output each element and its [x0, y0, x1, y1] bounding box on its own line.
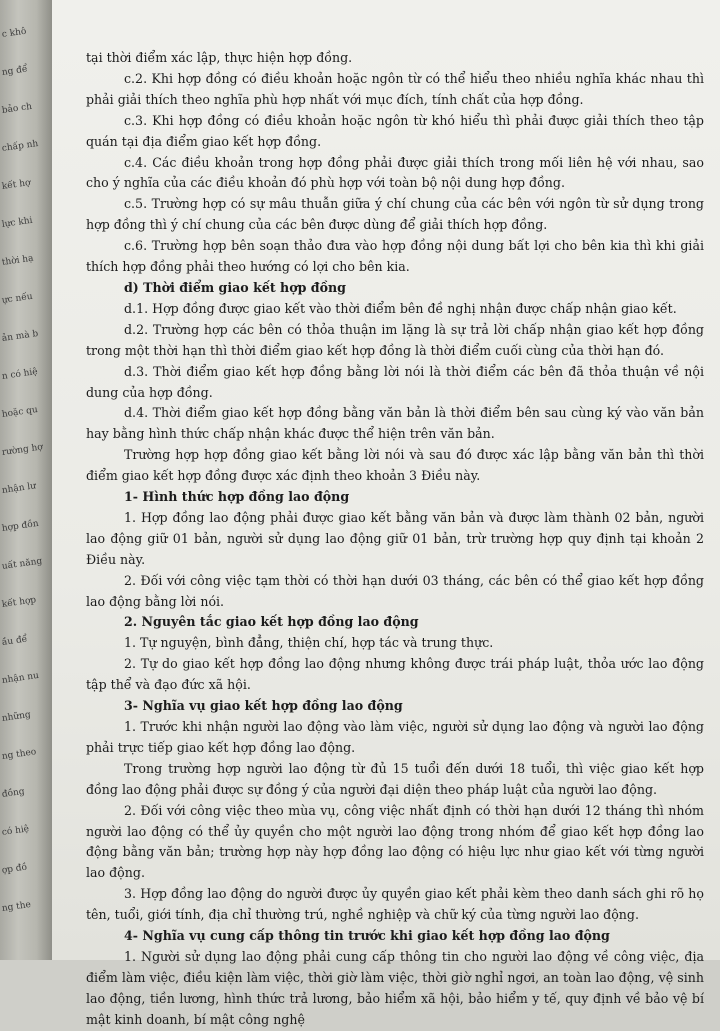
paragraph: tại thời điểm xác lập, thực hiện hợp đồng. — [86, 50, 353, 65]
spine-text-fragment: có hiệ — [1, 824, 30, 838]
paragraph: d.2. Trường hợp các bên có thỏa thuận im lặng là sự trả lời chấp nhận giao kết hợp đồng trong một thời hạn thì thời điểm giao kết hợp đồng là thời điểm cuối cùng của thời hạn đó. — [86, 321, 704, 358]
spine-text-fragment: đồng — [1, 786, 26, 800]
spine-text-fragment: chấp nh — [1, 138, 39, 154]
spine-text-fragment: lực khi — [1, 215, 34, 230]
paragraph: 2. Tự do giao kết hợp đồng lao động nhưng không được trái pháp luật, thỏa ước lao động tập thể và đạo đức xã hội. — [86, 656, 704, 693]
spine-text-fragment: ực nếu — [1, 291, 34, 306]
section-heading: 3- Nghĩa vụ giao kết hợp đồng lao động — [124, 698, 403, 714]
paragraph: 2. Đối với công việc tạm thời có thời hạn dưới 03 tháng, các bên có thể giao kết hợp đồng lao động bằng lời nói. — [86, 572, 704, 609]
paragraph: c.6. Trường hợp bên soạn thảo đưa vào hợp đồng nội dung bất lợi cho bên kia thì khi giải thích hợp đồng phải theo hướng có lợi cho bên kia. — [86, 238, 704, 275]
section-heading: d) Thời điểm giao kết hợp đồng — [124, 279, 346, 295]
paragraph: c.3. Khi hợp đồng có điều khoản hoặc ngôn từ khó hiểu thì phải được giải thích theo tập quán tại địa điểm giao kết hợp đồng. — [86, 112, 704, 149]
spine-text-fragment: ng the — [1, 899, 32, 914]
spine-text-fragment: nhận nu — [1, 670, 40, 686]
spine-text-fragment: ng theo — [1, 747, 37, 762]
spine-text-fragment: hợp đồn — [1, 518, 40, 534]
spine-text-fragment: hoặc qu — [1, 405, 39, 420]
spine-text-fragment: ng để — [1, 64, 29, 78]
spine-text-fragment: kết hợp — [1, 595, 37, 610]
spine-text-fragment: bảo ch — [1, 101, 33, 116]
book-page — [52, 0, 720, 1027]
paragraph: 2. Đối với công việc theo mùa vụ, công việc nhất định có thời hạn dưới 12 tháng thì nhóm người lao động có thể ủy quyền cho một người lao động trong nhóm để giao kết hợp đồng lao động bằng văn bản; trường hợp này hợp đồng lao động có hiệu lực như giao kết với từng người lao động. — [86, 802, 704, 881]
spine-text-fragment: ợp đồ — [1, 862, 28, 876]
paragraph: c.2. Khi hợp đồng có điều khoản hoặc ngôn từ có thể hiểu theo nhiều nghĩa khác nhau thì phải giải thích theo nghĩa phù hợp nhất với mục đích, tính chất của hợp đồng. — [86, 70, 704, 107]
spine-text-fragment: rường hợ — [1, 442, 44, 458]
spine-text-fragment: n có hiệ — [1, 367, 39, 382]
spine-text-fragment: uất năng — [1, 556, 43, 572]
section-heading: 2. Nguyên tắc giao kết hợp đồng lao động — [124, 614, 419, 630]
spine-text-fragment: nhận lư — [1, 481, 37, 496]
spine-text-fragment: những — [1, 710, 32, 724]
paragraph: 1. Hợp đồng lao động phải được giao kết bằng văn bản và được làm thành 02 bản, người lao động giữ 01 bản, người sử dụng lao động giữ 01 bản, trừ trường hợp quy định tại khoản 2 Điều này. — [86, 509, 704, 567]
paragraph: 1. Tự nguyện, bình đẳng, thiện chí, hợp tác và trung thực. — [124, 635, 494, 651]
paragraph: Trong trường hợp người lao động từ đủ 15 tuổi đến dưới 18 tuổi, thì việc giao kết hợp đồng lao động phải được sự đồng ý của người đại diện theo pháp luật của người lao động. — [86, 760, 704, 797]
paragraph: 1. Trước khi nhận người lao động vào làm việc, người sử dụng lao động và người lao động phải trực tiếp giao kết hợp đồng lao động. — [86, 719, 704, 755]
paragraph: d.4. Thời điểm giao kết hợp đồng bằng văn bản là thời điểm bên sau cùng ký vào văn bản hay bằng hình thức chấp nhận khác được thể hiện trên văn bản. — [86, 405, 704, 442]
spine-text-fragment: kết hợ — [1, 178, 32, 192]
section-heading: 1- Hình thức hợp đồng lao động — [124, 489, 350, 505]
spine-text-fragment: c khô — [1, 26, 28, 40]
section-heading: 4- Nghĩa vụ cung cấp thông tin trước khi giao kết hợp đồng lao động — [124, 928, 610, 944]
paragraph: d.1. Hợp đồng được giao kết vào thời điểm bên đề nghị nhận được chấp nhận giao kết. — [124, 300, 677, 316]
paragraph: 1. Người sử dụng lao động phải cung cấp thông tin cho người lao động về công việc, địa điểm làm việc, điều kiện làm việc, thời giờ làm việc, thời giờ nghỉ ngơi, an toàn lao động, vệ sinh lao động, tiền lương, hình thức trả lương, bảo hiểm xã hội, bảo hiểm y tế, quy định về bảo vệ bí mật kinh doanh, bí mật công nghệ — [86, 948, 704, 1027]
spine-text-fragment: ầu để — [1, 634, 28, 648]
paragraph: c.5. Trường hợp có sự mâu thuẫn giữa ý chí chung của các bên với ngôn từ sử dụng trong hợp đồng thì ý chí chung của các bên được dùng để giải thích hợp đồng. — [86, 196, 704, 233]
paragraph: c.4. Các điều khoản trong hợp đồng phải được giải thích trong mối liên hệ với nhau, sao cho ý nghĩa của các điều khoản đó phù hợp với toàn bộ nội dung hợp đồng. — [86, 154, 704, 191]
paragraph: Trường hợp hợp đồng giao kết bằng lời nói và sau đó được xác lập bằng văn bản thì thời điểm giao kết hợp đồng được xác định theo khoản 3 Điều này. — [86, 447, 704, 484]
book-spine-gutter — [0, 0, 52, 960]
paragraph: 3. Hợp đồng lao động do người được ủy quyền giao kết phải kèm theo danh sách ghi rõ họ tên, tuổi, giới tính, địa chỉ thường trú, nghề nghiệp và chữ ký của từng người lao động. — [86, 886, 704, 923]
spine-text-fragment: thời hạ — [1, 253, 35, 268]
paragraph: d.3. Thời điểm giao kết hợp đồng bằng lời nói là thời điểm các bên đã thỏa thuận về nội dung của hợp đồng. — [86, 363, 704, 400]
page-text — [86, 48, 704, 1031]
spine-text-fragment: ản mà b — [1, 328, 39, 344]
